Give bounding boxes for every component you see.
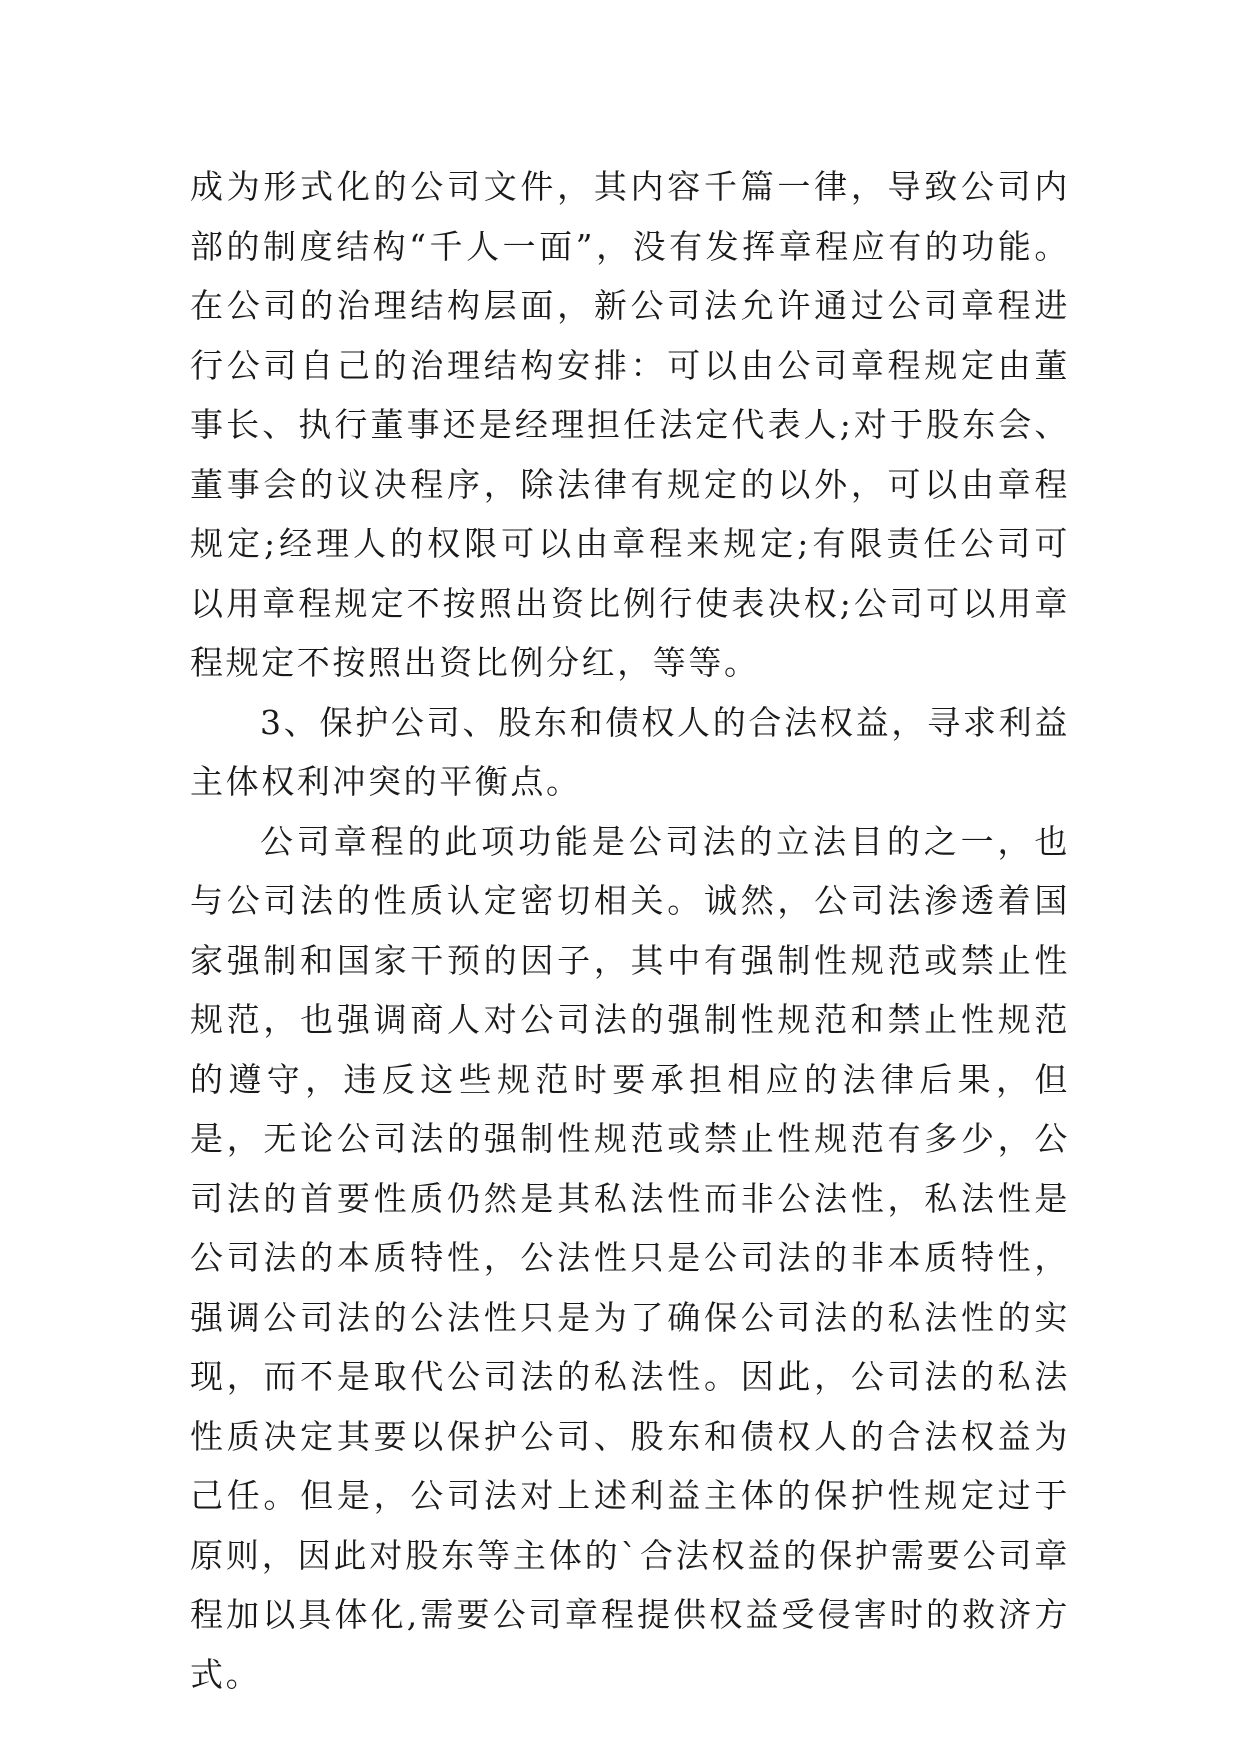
paragraph-3: 公司章程的此项功能是公司法的立法目的之一，也与公司法的性质认定密切相关。诚然，公司法渗透着国家强制和国家干预的因子，其中有强制性规范或禁止性规范，也强调商人对公司法的强制性规范和禁止性规范的遵守，违反这些规范时要承担相应的法律后果，但是，无论公司法的强制性规范或禁止性规范有多少，公司法的首要性质仍然是其私法性而非公法性，私法性是公司法的本质特性，公法性只是公司法的非本质特性，强调公司法的公法性只是为了确保公司法的私法性的实现，而不是取代公司法的私法性。因此，公司法的私法性质决定其要以保护公司、股东和债权人的合法权益为己任。但是，公司法对上述利益主体的保护性规定过于原则，因此对股东等主体的`合法权益的保护需要公司章程加以具体化,需要公司章程提供权益受侵害时的救济方式。 <box>190 821 1070 1694</box>
paragraph-1: 成为形式化的公司文件，其内容千篇一律，导致公司内部的制度结构“千人一面”，没有发挥章程应有的功能。在公司的治理结构层面，新公司法允许通过公司章程进行公司自己的治理结构安排：可以由公司章程规定由董事长、执行董事还是经理担任法定代表人;对于股东会、董事会的议决程序，除法律有规定的以外，可以由章程规定;经理人的权限可以由章程来规定;有限责任公司可以用章程规定不按照出资比例行使表决权;公司可以用章程规定不按照出资比例分红，等等。 <box>190 167 1070 682</box>
document-body <box>190 157 1070 1704</box>
paragraph-2-heading: 3、保护公司、股东和债权人的合法权益，寻求利益主体权利冲突的平衡点。 <box>190 702 1070 801</box>
